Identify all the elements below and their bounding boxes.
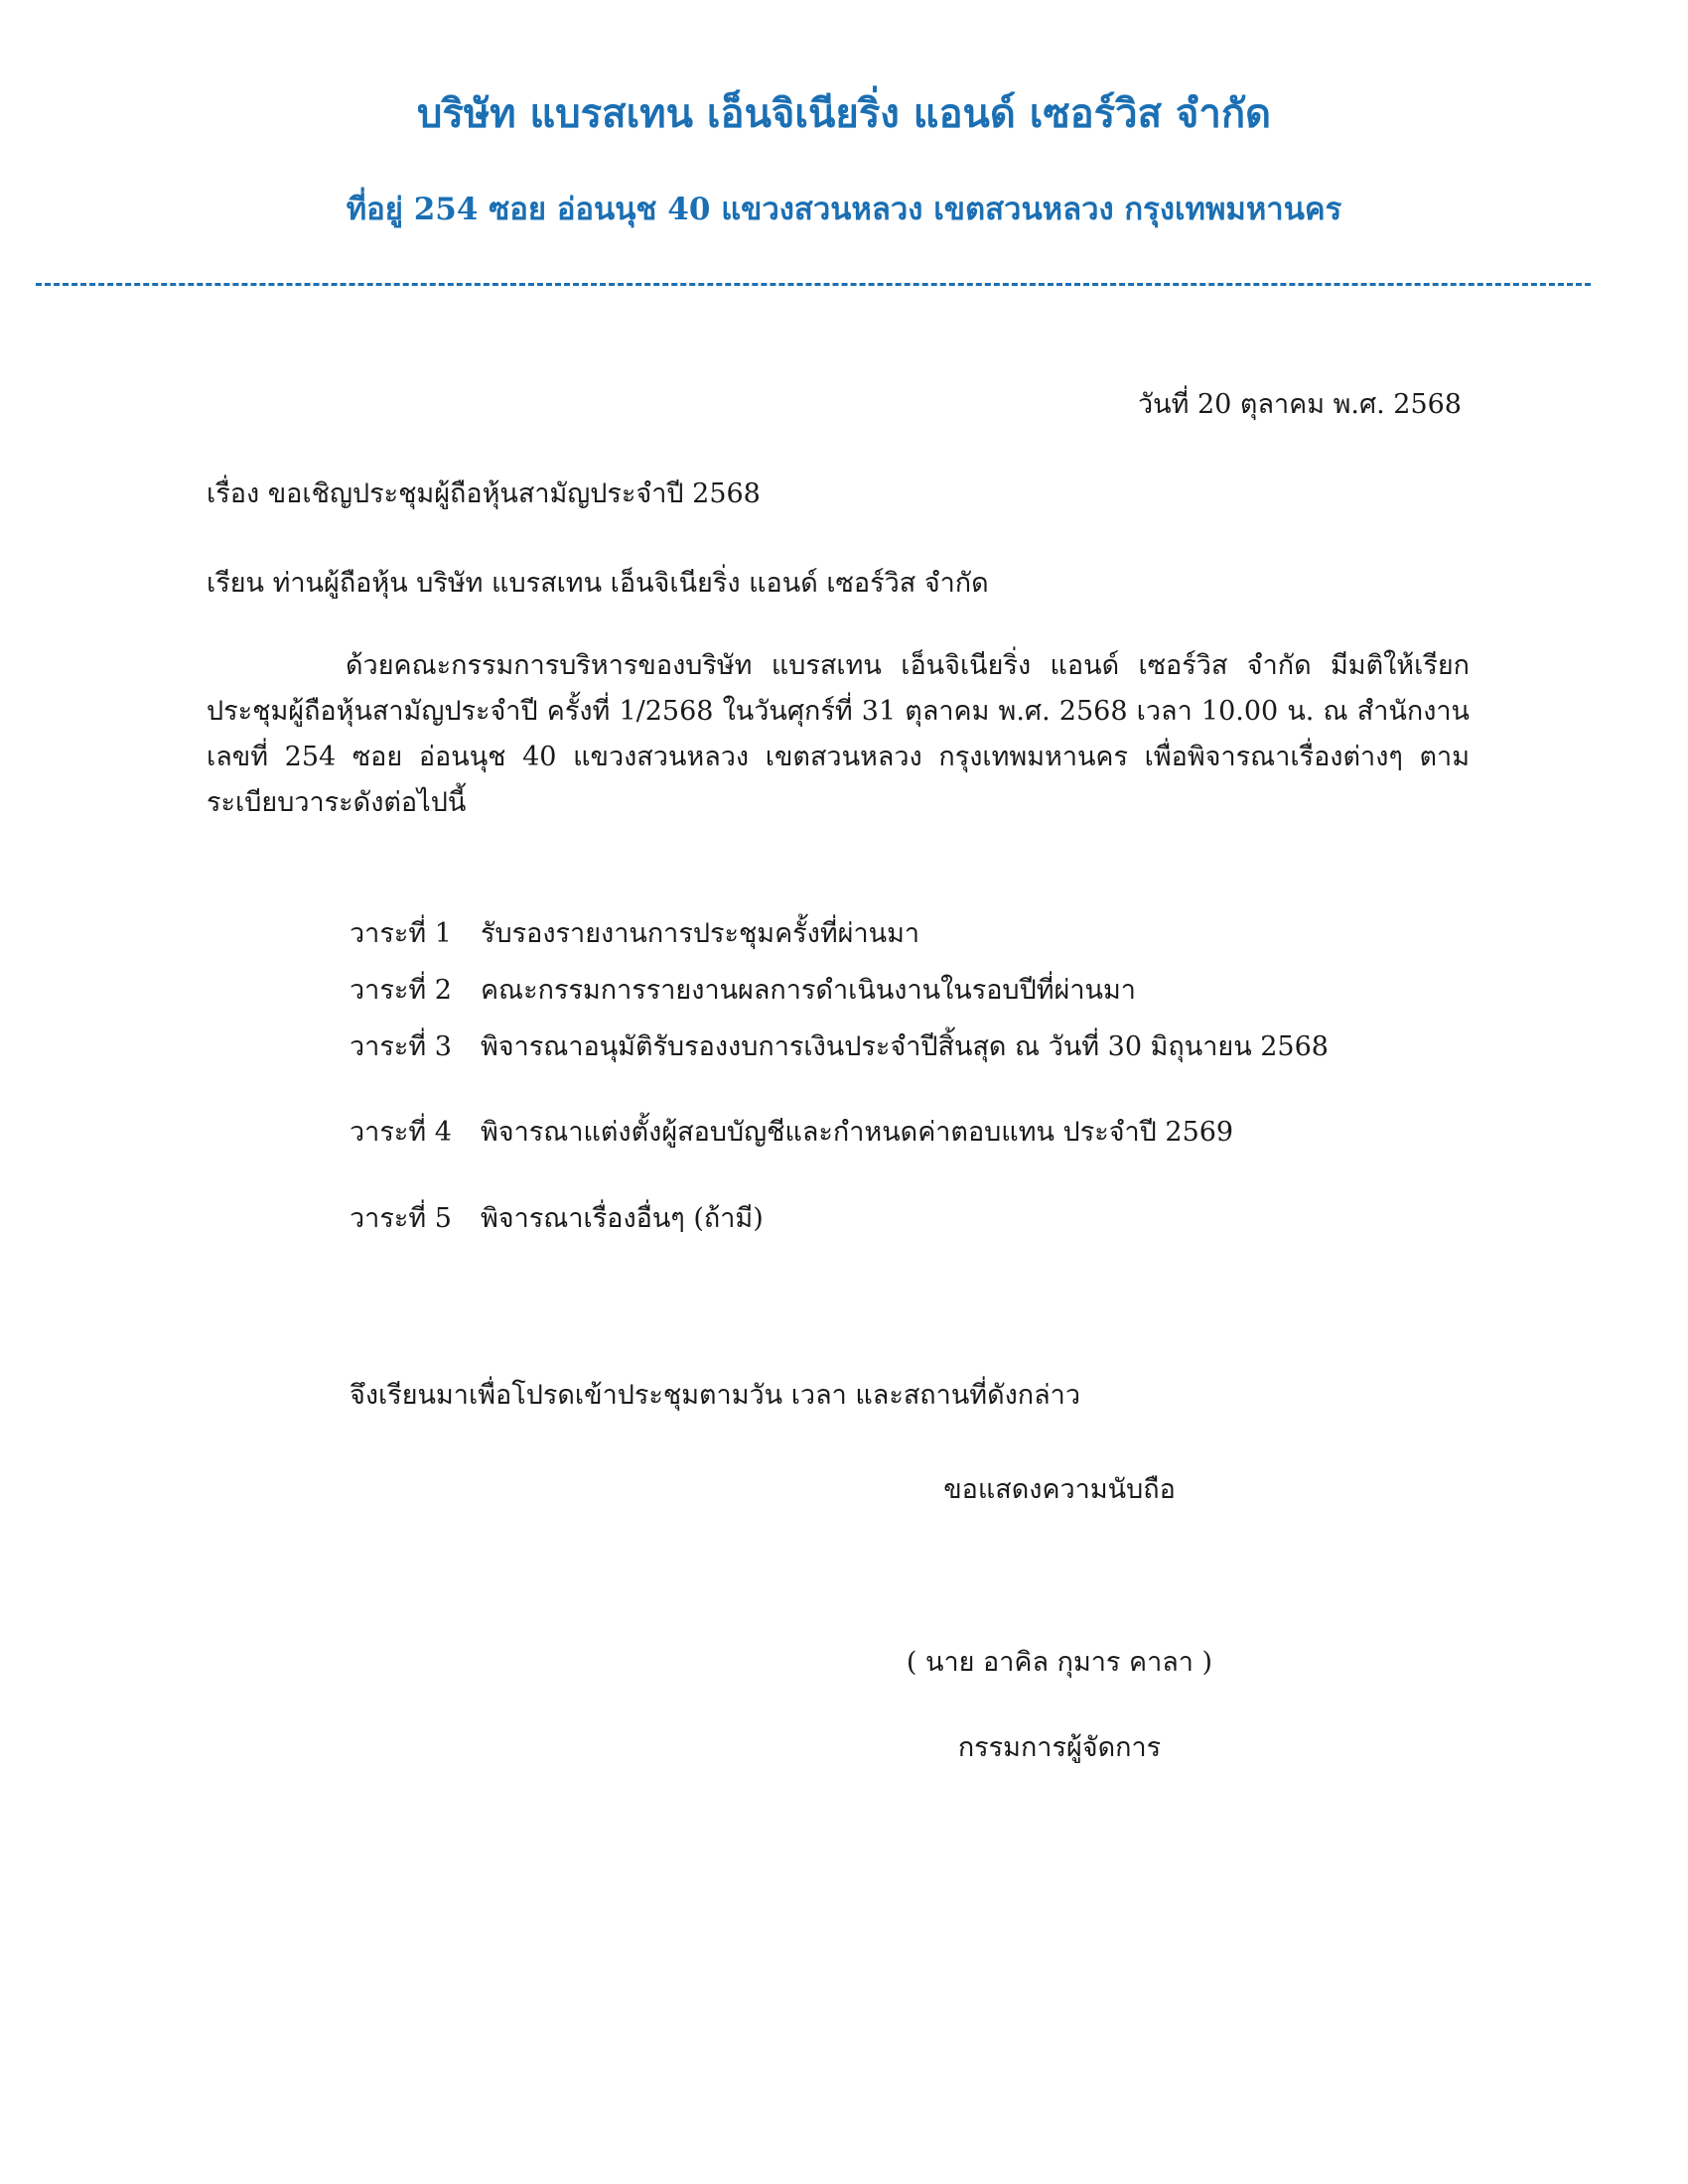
letter-date: วันที่ 20 ตุลาคม พ.ศ. 2568 <box>1137 389 1462 420</box>
agenda-item-3 <box>350 1024 1329 1067</box>
agenda-item-4 <box>350 1110 1233 1153</box>
agenda-item-5 <box>350 1196 764 1239</box>
signatory-name: ( นาย อาคิล กุมาร คาลา ) <box>906 1647 1213 1678</box>
agenda-item-1 <box>350 911 919 954</box>
letter-subject: เรื่อง ขอเชิญประชุมผู้ถือหุ้นสามัญประจำปี 2568 <box>207 478 761 509</box>
agenda-text: พิจารณาแต่งตั้งผู้สอบบัญชีและกำหนดค่าตอบแทน ประจำปี 2569 <box>481 1117 1234 1148</box>
agenda-text: พิจารณาเรื่องอื่นๆ (ถ้ามี) <box>481 1203 764 1234</box>
header-divider <box>36 283 1591 286</box>
agenda-number: วาระที่ 2 <box>350 975 452 1006</box>
company-name: บริษัท แบรสเทน เอ็นจิเนียริ่ง แอนด์ เซอร์วิส จำกัด <box>416 90 1272 137</box>
agenda-item-2 <box>350 968 1136 1011</box>
closing-request: จึงเรียนมาเพื่อโปรดเข้าประชุมตามวัน เวลา และสถานที่ดังกล่าว <box>350 1380 1081 1411</box>
agenda-number: วาระที่ 5 <box>350 1203 452 1234</box>
agenda-text: รับรองรายงานการประชุมครั้งที่ผ่านมา <box>481 918 920 949</box>
agenda-number: วาระที่ 1 <box>350 918 452 949</box>
agenda-text: พิจารณาอนุมัติรับรองงบการเงินประจำปีสิ้นสุด ณ วันที่ 30 มิถุนายน 2568 <box>481 1031 1329 1062</box>
signatory-title: กรรมการผู้จัดการ <box>957 1732 1162 1763</box>
agenda-text: คณะกรรมการรายงานผลการดำเนินงานในรอบปีที่ผ่านมา <box>481 975 1136 1006</box>
agenda-number: วาระที่ 4 <box>350 1117 452 1148</box>
letter-salutation: เรียน ท่านผู้ถือหุ้น บริษัท แบรสเทน เอ็นจิเนียริ่ง แอนด์ เซอร์วิส จำกัด <box>207 568 989 599</box>
letter-body: ด้วยคณะกรรมการบริหารของบริษัท แบรสเทน เอ็นจิเนียริ่ง แอนด์ เซอร์วิส จำกัด มีมติให้เรียกประชุมผู้ถือหุ้นสามัญประจำปี ครั้งที่ 1/2568 ในวันศุกร์ที่ 31 ตุลาคม พ.ศ. 2568 เวลา 10.00 น. ณ สำนักงานเลขที่ 254 ซอย อ่อนนุช 40 แขวงสวนหลวง เขตสวนหลวง กรุงเทพมหานคร เพื่อพิจารณาเรื่องต่างๆ ตามระเบียบวาระดังต่อไปนี้ <box>207 650 1470 818</box>
agenda-number: วาระที่ 3 <box>350 1031 452 1062</box>
regards: ขอแสดงความนับถือ <box>943 1474 1176 1505</box>
company-address: ที่อยู่ 254 ซอย อ่อนนุช 40 แขวงสวนหลวง เขตสวนหลวง กรุงเทพมหานคร <box>346 192 1342 227</box>
